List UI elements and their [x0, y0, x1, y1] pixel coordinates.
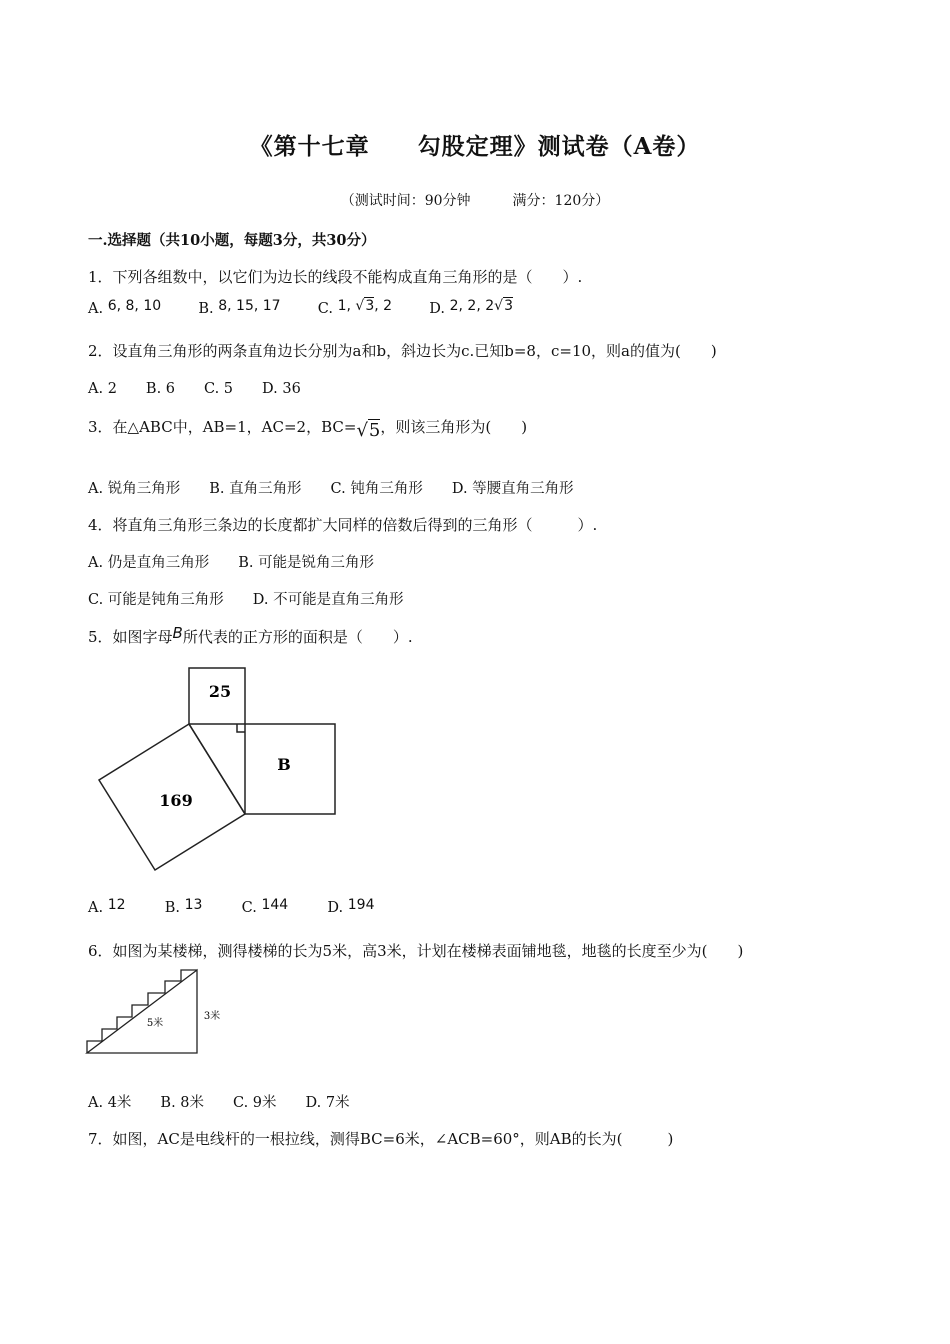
- question-2-stem: 2．设直角三角形的两条直角边长分别为a和b，斜边长为c.已知b=8，c=10，则a的值为( ): [88, 342, 717, 360]
- question-4-stem: 4．将直角三角形三条边的长度都扩大同样的倍数后得到的三角形（ ）.: [88, 516, 598, 534]
- slope-length-label: 5米: [146, 1018, 164, 1029]
- question-3-stem: 3．在△ABC中，AB=1，AC=2，BC=√5，则该三角形为( ): [88, 418, 528, 441]
- right-angle-mark: [237, 724, 245, 732]
- option-b-label: B.: [198, 301, 214, 317]
- question-5-options: A. 12 B. 13 C. 144 D. 194: [88, 897, 375, 916]
- page-title: 《第十七章 勾股定理》测试卷（A卷）: [249, 133, 701, 160]
- right-square-label: B: [277, 755, 291, 774]
- option-c-label: C.: [317, 301, 333, 317]
- question-5-stem: 5．如图字母B所代表的正方形的面积是（ ）.: [88, 624, 413, 646]
- triangle-leg: [189, 724, 245, 814]
- question-4-options-row-1: A. 仍是直角三角形 B. 可能是锐角三角形: [88, 555, 375, 571]
- option-d-value: 2, 2, 2√3: [449, 298, 513, 314]
- staircase-figure: [84, 966, 234, 1058]
- top-square-label: 25: [208, 682, 232, 701]
- question-1-stem: 1．下列各组数中，以它们为边长的线段不能构成直角三角形的是（ ）.: [88, 268, 583, 286]
- left-square-label: 169: [159, 791, 193, 810]
- squares-figure: [95, 664, 340, 874]
- option-a-label: A.: [88, 301, 104, 317]
- question-1-options: [88, 298, 513, 317]
- question-2-options: A. 2 B. 6 C. 5 D. 36: [88, 381, 301, 397]
- question-3-options: A. 锐角三角形 B. 直角三角形 C. 钝角三角形 D. 等腰直角三角形: [88, 481, 574, 497]
- option-c-value: 1, √3, 2: [337, 298, 393, 314]
- option-b-value: 8, 15, 17: [218, 298, 281, 314]
- height-label: 3米: [203, 1011, 221, 1022]
- exam-info: （测试时间：90分钟 满分：120分）: [340, 193, 610, 209]
- question-6-options: A. 4米 B. 8米 C. 9米 D. 7米: [88, 1095, 350, 1111]
- question-4-options-row-2: C. 可能是钝角三角形 D. 不可能是直角三角形: [88, 592, 404, 608]
- option-a-value: 6, 8, 10: [107, 298, 162, 314]
- question-7-stem: 7．如图，AC是电线杆的一根拉线，测得BC=6米，∠ACB=60°，则AB的长为( ): [88, 1130, 674, 1148]
- option-d-label: D.: [429, 301, 445, 317]
- section-heading: 一.选择题（共10小题，每题3分，共30分）: [88, 232, 376, 249]
- question-6-stem: 6．如图为某楼梯，测得楼梯的长为5米，高3米，计划在楼梯表面铺地毯，地毯的长度至少为( ): [88, 942, 744, 960]
- staircase-outline: [87, 970, 197, 1053]
